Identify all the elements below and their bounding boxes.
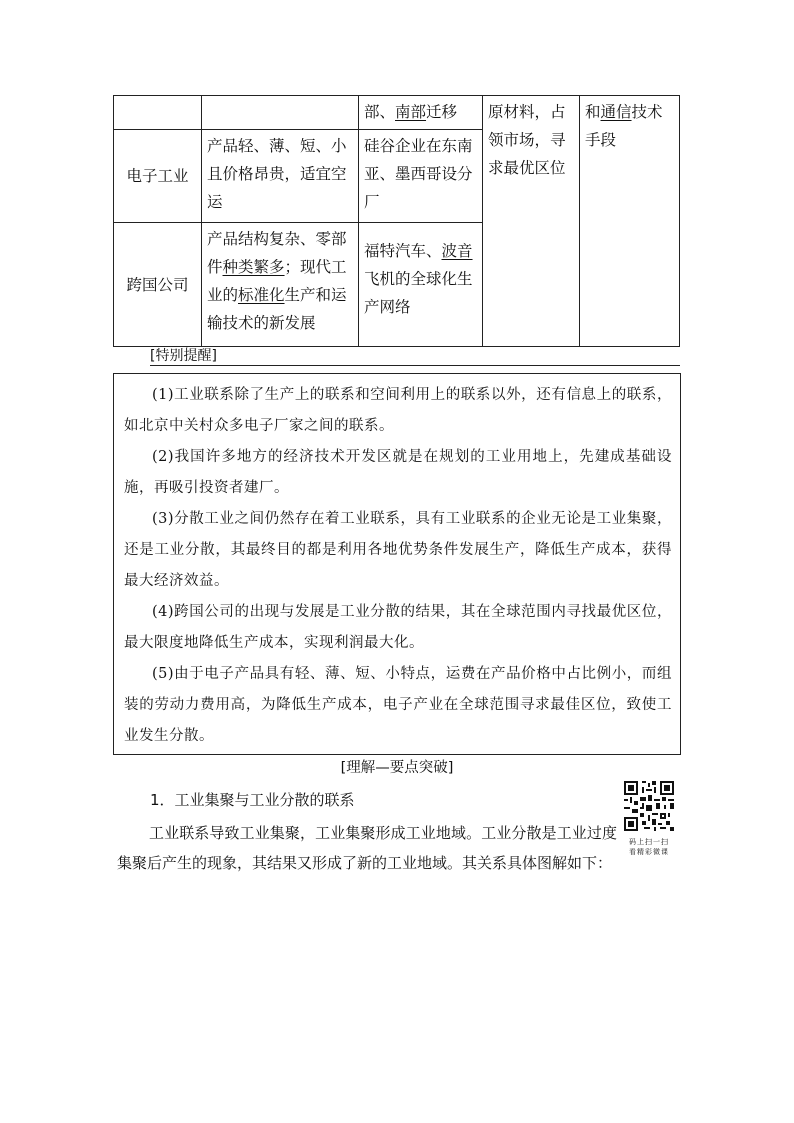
tip-header — [150, 347, 680, 366]
point-title: 1．工业集聚与工业分散的联系 — [150, 791, 355, 809]
industry-examples: 硅谷企业在东南亚、墨西哥设分厂 — [359, 130, 483, 223]
tip-paragraph: (3)分散工业之间仍然存在着工业联系，具有工业联系的企业无论是工业集聚，还是工业分散，其最终目的都是利用各地优势条件发展生产，降低生产成本，获得最大经济效益。 — [124, 511, 672, 589]
cell-text: 福特汽车、 — [364, 242, 442, 260]
tip-paragraph: (4)跨国公司的出现与发展是工业分散的结果，其在全球范围内寻找最优区位，最大限度地降低生产成本，实现利润最大化。 — [124, 604, 672, 651]
cell-text: 飞机的全球化生产网络 — [364, 270, 473, 316]
industry-name: 电子工业 — [114, 130, 202, 223]
cell-text: 技术手段 — [585, 103, 663, 149]
qr-code-icon[interactable] — [622, 779, 676, 833]
table-cell-conditions — [580, 96, 680, 347]
body-paragraph: 工业联系导致工业集聚，工业集聚形成工业地域。工业分散是工业过度集聚后产生的现象，其结果又形成了新的工业地域。其关系具体图解如下： — [117, 824, 617, 872]
tip-title: [特别提醒] — [150, 348, 217, 364]
tip-paragraph: (5)由于电子产品具有轻、薄、短、小特点，运费在产品价格中占比例小，而组装的劳动力费用高，为降低生产成本，电子产业在全球范围寻求最佳区位，致使工业发生分散。 — [124, 666, 672, 744]
industry-name: 跨国公司 — [114, 223, 202, 347]
industry-features: 产品轻、薄、短、小且价格昂贵，适宜空运 — [202, 130, 359, 223]
cell-text: 生产和运输技术的新发展 — [207, 286, 347, 332]
table-cell — [202, 96, 359, 130]
qr-caption: 码上扫一扫 — [629, 838, 669, 846]
body-text — [117, 818, 617, 878]
industry-features — [202, 223, 359, 347]
cell-text: 和 — [585, 103, 601, 121]
qr-block[interactable] — [622, 779, 676, 857]
underlined-text: 标准化 — [238, 286, 285, 304]
cell-text: 产品结构复杂、零部件 — [207, 230, 347, 276]
cell-text: ；现代工业的 — [207, 258, 347, 304]
table-cell — [359, 96, 483, 130]
table-row — [114, 96, 680, 130]
cell-text: 迁移 — [426, 103, 458, 121]
underlined-text: 波音 — [441, 242, 473, 260]
tip-paragraph: (1)工业联系除了生产上的联系和空间利用上的联系以外，还有信息上的联系，如北京中关村众多电子厂家之间的联系。 — [124, 387, 672, 434]
section-title: [理解—要点突破] — [340, 760, 454, 776]
tip-paragraph: (2)我国许多地方的经济技术开发区就是在规划的工业用地上，先建成基础设施，再吸引投资者建厂。 — [124, 449, 672, 496]
underlined-text: 种类繁多 — [222, 258, 285, 276]
table-cell — [114, 96, 202, 130]
table-cell-reason: 原材料，占领市场，寻求最优区位 — [483, 96, 580, 347]
qr-caption: 看精彩微课 — [629, 848, 669, 856]
underlined-text: 通信 — [600, 103, 632, 121]
tip-box — [113, 373, 681, 755]
cell-text: 部、 — [364, 103, 396, 121]
industry-examples — [359, 223, 483, 347]
industry-comparison-table — [113, 95, 680, 347]
underlined-text: 南部 — [395, 103, 427, 121]
